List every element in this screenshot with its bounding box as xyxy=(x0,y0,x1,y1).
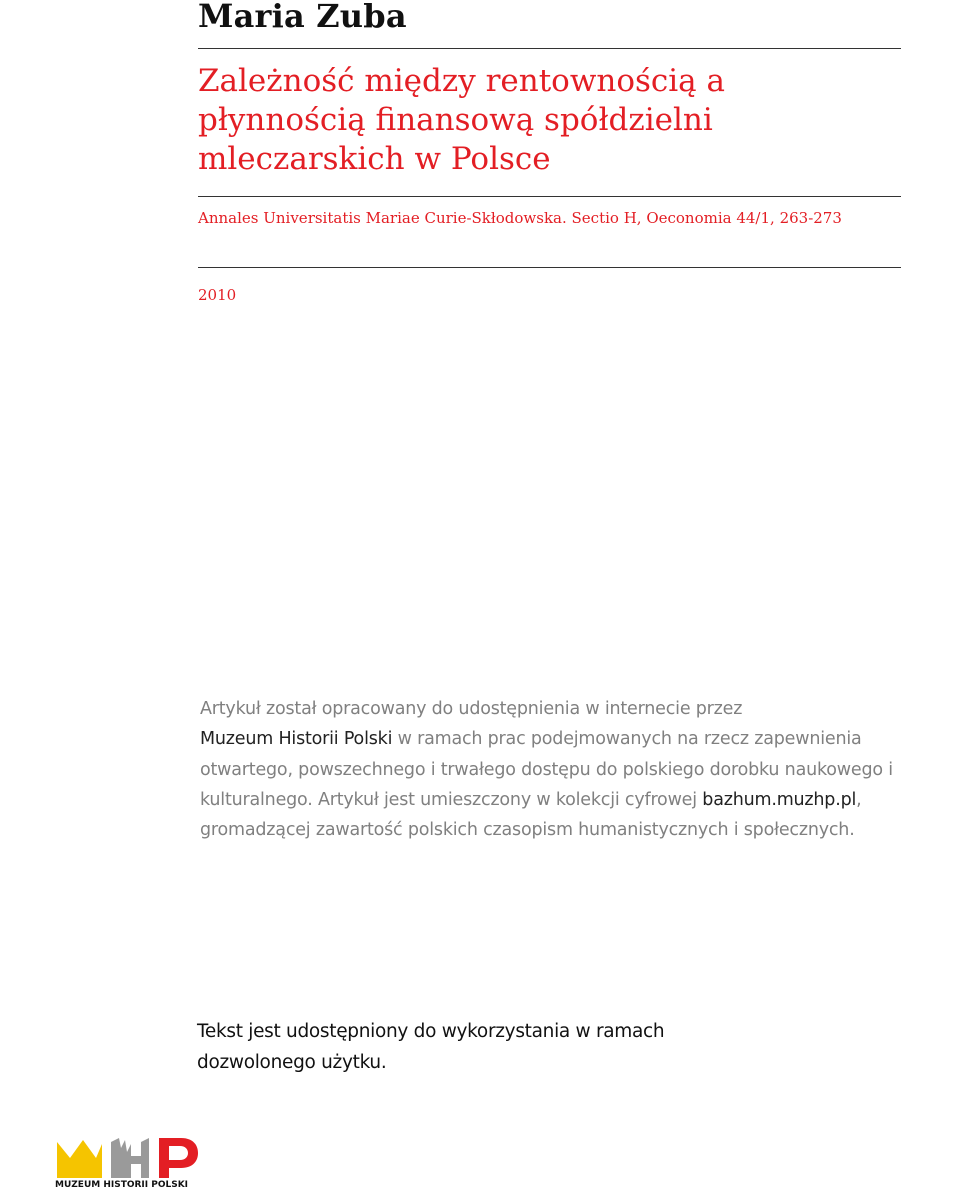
divider-bottom xyxy=(198,267,901,268)
notice-text: w ramach prac podejmowanych na rzecz zapewnienia otwartego, powszechnego i trwałego dostępu do polskiego dorobku naukowego i kulturalnego. Artykuł jest umieszczony w kolekcji cyfrowej xyxy=(200,729,893,810)
notice-text: , gromadzącej zawartość polskich czasopism humanistycznych i społecznych. xyxy=(200,789,862,841)
author-name: Maria Zuba xyxy=(198,0,407,35)
logo-caption: MUZEUM HISTORII POLSKI xyxy=(55,1180,189,1190)
museum-name: Muzeum Historii Polski xyxy=(200,729,393,750)
article-title xyxy=(198,62,888,179)
availability-notice xyxy=(200,694,900,845)
divider-top xyxy=(198,48,901,49)
source-citation: Annales Universitatis Mariae Curie-Skłodowska. Sectio H, Oeconomia 44/1, 263-273 xyxy=(198,209,842,227)
publication-year: 2010 xyxy=(198,286,237,304)
divider-middle xyxy=(198,196,901,197)
title-line: Zależność między rentownością a xyxy=(198,63,725,99)
usage-line: dozwolonego użytku. xyxy=(197,1052,387,1073)
logo-p-shape xyxy=(159,1138,198,1178)
logo-crown-shape xyxy=(57,1140,102,1178)
notice-text: Artykuł został opracowany do udostępnienia w internecie przez xyxy=(200,699,743,719)
usage-statement xyxy=(197,1016,797,1078)
logo-h-shape xyxy=(111,1138,149,1178)
title-line: mleczarskich w Polsce xyxy=(198,141,551,177)
site-link[interactable]: bazhum.muzhp.pl xyxy=(702,789,857,810)
title-line: płynnością finansową spółdzielni xyxy=(198,102,713,138)
usage-line: Tekst jest udostępniony do wykorzystania w ramach xyxy=(197,1021,665,1042)
